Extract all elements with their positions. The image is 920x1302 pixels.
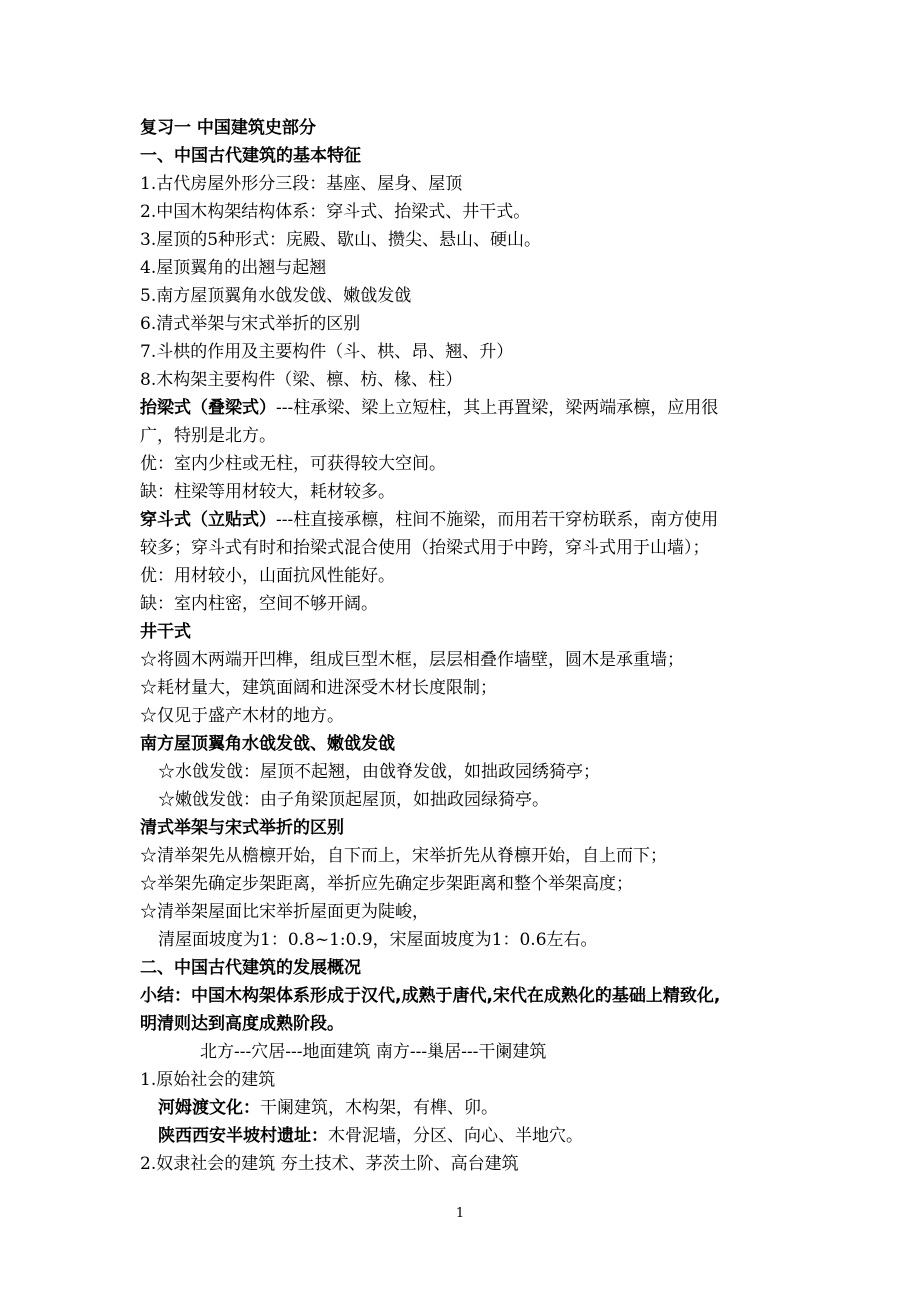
banpo-term: 陕西西安半坡村遗址： xyxy=(158,1126,328,1146)
jinggan-point: ☆耗材量大，建筑面阔和进深受木材长度限制； xyxy=(140,678,497,698)
list-item: 6.清式举架与宋式举折的区别 xyxy=(140,314,361,334)
tailiang-term: 抬梁式（叠梁式） xyxy=(140,398,276,418)
chuandou-term: 穿斗式（立贴式） xyxy=(140,510,276,530)
nanfang-heading: 南方屋顶翼角水戗发戗、嫩戗发戗 xyxy=(140,734,395,754)
hemudu-text: 干阑建筑，木构架，有榫、卯。 xyxy=(260,1098,498,1118)
tailiang-con: 缺：柱梁等用材较大，耗材较多。 xyxy=(140,482,395,502)
tailiang-text: ---柱承梁、梁上立短柱，其上再置梁，梁两端承檩，应用很 xyxy=(276,398,719,418)
nanfang-point: ☆嫩戗发戗：由子角梁顶起屋顶，如拙政园绿猗亭。 xyxy=(158,790,549,810)
tailiang-text-cont: 广，特别是北方。 xyxy=(140,426,276,446)
section-heading-2: 二、中国古代建筑的发展概况 xyxy=(140,958,361,978)
banpo-line xyxy=(158,1122,583,1150)
primitive-heading: 1.原始社会的建筑 xyxy=(140,1070,276,1090)
qingsong-point: ☆清举架屋面比宋举折屋面更为陡峻， xyxy=(140,902,429,922)
chuandou-pro: 优：用材较小，山面抗风性能好。 xyxy=(140,566,395,586)
list-item: 7.斗栱的作用及主要构件（斗、栱、昂、翘、升） xyxy=(140,342,514,362)
jinggan-point: ☆将圆木两端开凹榫，组成巨型木框，层层相叠作墙壁，圆木是承重墙； xyxy=(140,650,684,670)
list-item: 5.南方屋顶翼角水戗发戗、嫩戗发戗 xyxy=(140,286,412,306)
doc-title: 复习一 中国建筑史部分 xyxy=(140,118,316,138)
jinggan-point: ☆仅见于盛产木材的地方。 xyxy=(140,706,344,726)
qingsong-point: ☆举架先确定步架距离，举折应先确定步架距离和整个举架高度； xyxy=(140,874,633,894)
list-item: 4.屋顶翼角的出翘与起翘 xyxy=(140,258,327,278)
qingsong-heading: 清式举架与宋式举折的区别 xyxy=(140,818,344,838)
tailiang-definition xyxy=(140,394,718,422)
section-heading-1: 一、中国古代建筑的基本特征 xyxy=(140,146,361,166)
hemudu-term: 河姆渡文化： xyxy=(158,1098,260,1118)
qingsong-point: ☆清举架先从檐檩开始，自下而上，宋举折先从脊檩开始，自上而下； xyxy=(140,846,667,866)
page-number: 1 xyxy=(455,1206,465,1221)
chuandou-definition xyxy=(140,506,718,534)
summary-line: 小结：中国木构架体系形成于汉代,成熟于唐代,宋代在成熟化的基础上精致化, xyxy=(140,986,721,1006)
chuandou-text: ---柱直接承檩，柱间不施梁，而用若干穿枋联系，南方使用 xyxy=(276,510,719,530)
nanfang-point: ☆水戗发戗：屋顶不起翘，由戗脊发戗，如拙政园绣猗亭； xyxy=(158,762,600,782)
list-item: 1.古代房屋外形分三段：基座、屋身、屋顶 xyxy=(140,174,463,194)
jinggan-heading: 井干式 xyxy=(140,622,191,642)
banpo-text: 木骨泥墙，分区、向心、半地穴。 xyxy=(328,1126,583,1146)
chuandou-con: 缺：室内柱密，空间不够开阔。 xyxy=(140,594,378,614)
tailiang-pro: 优：室内少柱或无柱，可获得较大空间。 xyxy=(140,454,446,474)
north-south-line: 北方---穴居---地面建筑 南方---巢居---干阑建筑 xyxy=(200,1042,547,1062)
list-item: 2.中国木构架结构体系：穿斗式、抬梁式、井干式。 xyxy=(140,202,531,222)
list-item: 3.屋顶的5种形式：庑殿、歇山、攒尖、悬山、硬山。 xyxy=(140,230,542,250)
chuandou-text-cont: 较多；穿斗式有时和抬梁式混合使用（抬梁式用于中跨，穿斗式用于山墙）； xyxy=(140,538,710,558)
qingsong-slope: 清屋面坡度为1：0.8~1:0.9，宋屋面坡度为1：0.6左右。 xyxy=(158,930,598,950)
hemudu-line xyxy=(158,1094,498,1122)
list-item: 8.木构架主要构件（梁、檩、枋、椽、柱） xyxy=(140,370,463,390)
slave-society-line: 2.奴隶社会的建筑 夯土技术、茅茨土阶、高台建筑 xyxy=(140,1154,519,1174)
summary-line-cont: 明清则达到高度成熟阶段。 xyxy=(140,1014,344,1034)
